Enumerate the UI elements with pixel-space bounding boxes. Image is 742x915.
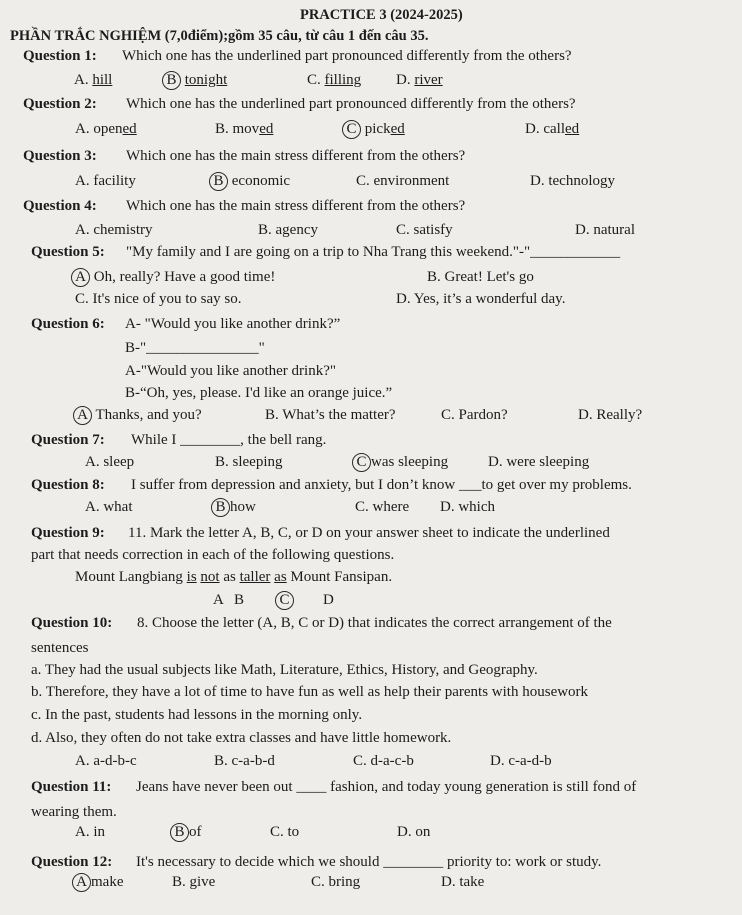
q9-label: Question 9:: [31, 525, 105, 541]
q6-option-a[interactable]: A Thanks, and you?: [76, 406, 202, 425]
q8-text: I suffer from depression and anxiety, but I don’t know ___to get over my problems.: [131, 477, 632, 493]
q6-line1: A- "Would you like another drink?”: [125, 316, 341, 332]
q2-option-c[interactable]: C picked: [345, 120, 405, 139]
q7-option-a[interactable]: A. sleep: [85, 454, 135, 470]
q6-line4: B-“Oh, yes, please. I'd like an orange juice.”: [125, 385, 393, 401]
q11-label: Question 11:: [31, 779, 112, 795]
q7-option-d[interactable]: D. were sleeping: [488, 454, 590, 470]
answer-circle: B: [211, 498, 230, 517]
q10-sentence-d: d. Also, they often do not take extra classes and have little homework.: [31, 730, 452, 746]
q5-option-d[interactable]: D. Yes, it’s a wonderful day.: [396, 291, 566, 307]
q8-option-c[interactable]: C. where: [355, 499, 410, 515]
q10-option-d[interactable]: D. c-a-d-b: [490, 753, 552, 769]
q1-text: Which one has the underlined part pronounced differently from the others?: [122, 48, 572, 64]
q11-text: Jeans have never been out ____ fashion, and today young generation is still fond of: [136, 779, 637, 795]
answer-circle: B: [162, 71, 181, 90]
q1-option-c[interactable]: C. filling: [307, 72, 362, 88]
q6-line3: A-"Would you like another drink?": [125, 363, 336, 379]
answer-circle: C: [352, 453, 371, 472]
q9-option-d[interactable]: D: [323, 592, 334, 608]
q8-label: Question 8:: [31, 477, 105, 493]
answer-circle: A: [72, 873, 91, 892]
q12-option-c[interactable]: C. bring: [311, 874, 361, 890]
q12-option-b[interactable]: B. give: [172, 874, 216, 890]
q6-option-c[interactable]: C. Pardon?: [441, 407, 508, 423]
q4-option-a[interactable]: A. chemistry: [75, 222, 153, 238]
q10-text1: 8. Choose the letter (A, B, C or D) that indicates the correct arrangement of the: [137, 615, 612, 631]
q10-option-a[interactable]: A. a-d-b-c: [75, 753, 137, 769]
q11-option-d[interactable]: D. on: [397, 824, 431, 840]
q5-text: "My family and I are going on a trip to Nha Trang this weekend."-"____________: [126, 244, 621, 260]
q1-option-b[interactable]: B tonight: [165, 71, 227, 90]
page-subtitle: PHẦN TRẮC NGHIỆM (7,0điểm);gồm 35 câu, từ câu 1 đến câu 35.: [10, 28, 429, 44]
answer-circle: C: [275, 591, 294, 610]
q9-text2: part that needs correction in each of the following questions.: [31, 547, 395, 563]
q7-option-c[interactable]: C was sleeping: [355, 453, 448, 472]
q3-label: Question 3:: [23, 148, 97, 164]
q8-option-d[interactable]: D. which: [440, 499, 496, 515]
q4-option-b[interactable]: B. agency: [258, 222, 318, 238]
q11-option-c[interactable]: C. to: [270, 824, 300, 840]
q4-option-d[interactable]: D. natural: [575, 222, 635, 238]
q6-label: Question 6:: [31, 316, 105, 332]
q3-option-c[interactable]: C. environment: [356, 173, 450, 189]
q8-option-a[interactable]: A. what: [85, 499, 133, 515]
q5-option-b[interactable]: B. Great! Let's go: [427, 269, 534, 285]
q12-option-d[interactable]: D. take: [441, 874, 485, 890]
answer-circle: B: [170, 823, 189, 842]
q3-option-d[interactable]: D. technology: [530, 173, 615, 189]
q1-option-d[interactable]: D. river: [396, 72, 443, 88]
q5-label: Question 5:: [31, 244, 105, 260]
q10-sentence-b: b. Therefore, they have a lot of time to have fun as well as help their parents with housework: [31, 684, 589, 700]
q2-option-b[interactable]: B. moved: [215, 121, 274, 137]
q2-label: Question 2:: [23, 96, 97, 112]
q2-option-a[interactable]: A. opened: [75, 121, 137, 137]
q9-option-c[interactable]: [278, 591, 294, 610]
q2-text: Which one has the underlined part pronounced differently from the others?: [126, 96, 576, 112]
q1-label: Question 1:: [23, 48, 97, 64]
q7-text: While I ________, the bell rang.: [131, 432, 327, 448]
q9-text1: 11. Mark the letter A, B, C, or D on your answer sheet to indicate the underlined: [128, 525, 610, 541]
q3-text: Which one has the main stress different from the others?: [126, 148, 466, 164]
q7-option-b[interactable]: B. sleeping: [215, 454, 283, 470]
q9-sentence: Mount Langbiang is not as taller as Mount Fansipan.: [75, 569, 393, 585]
q5-option-c[interactable]: C. It's nice of you to say so.: [75, 291, 242, 307]
q10-option-c[interactable]: C. d-a-c-b: [353, 753, 414, 769]
q3-option-a[interactable]: A. facility: [75, 173, 136, 189]
q6-option-d[interactable]: D. Really?: [578, 407, 643, 423]
q12-label: Question 12:: [31, 854, 113, 870]
q12-text: It's necessary to decide which we should ________ priority to: work or study.: [136, 854, 602, 870]
q12-option-a[interactable]: A make: [75, 873, 123, 892]
q10-label: Question 10:: [31, 615, 113, 631]
page-title: PRACTICE 3 (2024-2025): [300, 7, 463, 23]
q4-text: Which one has the main stress different from the others?: [126, 198, 466, 214]
q11-option-b[interactable]: B of: [173, 823, 202, 842]
q3-option-b[interactable]: B economic: [212, 172, 290, 191]
q4-option-c[interactable]: C. satisfy: [396, 222, 453, 238]
answer-circle: B: [209, 172, 228, 191]
q9-option-b[interactable]: B: [234, 592, 245, 608]
q6-option-b[interactable]: B. What’s the matter?: [265, 407, 396, 423]
q10-text2: sentences: [31, 640, 89, 656]
q11-option-a[interactable]: A. in: [75, 824, 106, 840]
q10-option-b[interactable]: B. c-a-b-d: [214, 753, 275, 769]
q11-text2: wearing them.: [31, 804, 117, 820]
answer-circle: A: [71, 268, 90, 287]
q5-option-a[interactable]: A Oh, really? Have a good time!: [74, 268, 275, 287]
q4-label: Question 4:: [23, 198, 97, 214]
q9-option-a[interactable]: A: [213, 592, 224, 608]
q2-option-d[interactable]: D. called: [525, 121, 580, 137]
q10-sentence-a: a. They had the usual subjects like Math, Literature, Ethics, History, and Geography.: [31, 662, 538, 678]
q10-sentence-c: c. In the past, students had lessons in the morning only.: [31, 707, 363, 723]
q1-option-a[interactable]: A. hill: [74, 72, 113, 88]
q7-label: Question 7:: [31, 432, 105, 448]
q6-line2: B-"_______________": [125, 340, 265, 356]
q8-option-b[interactable]: B how: [214, 498, 256, 517]
answer-circle: A: [73, 406, 92, 425]
answer-circle: C: [342, 120, 361, 139]
